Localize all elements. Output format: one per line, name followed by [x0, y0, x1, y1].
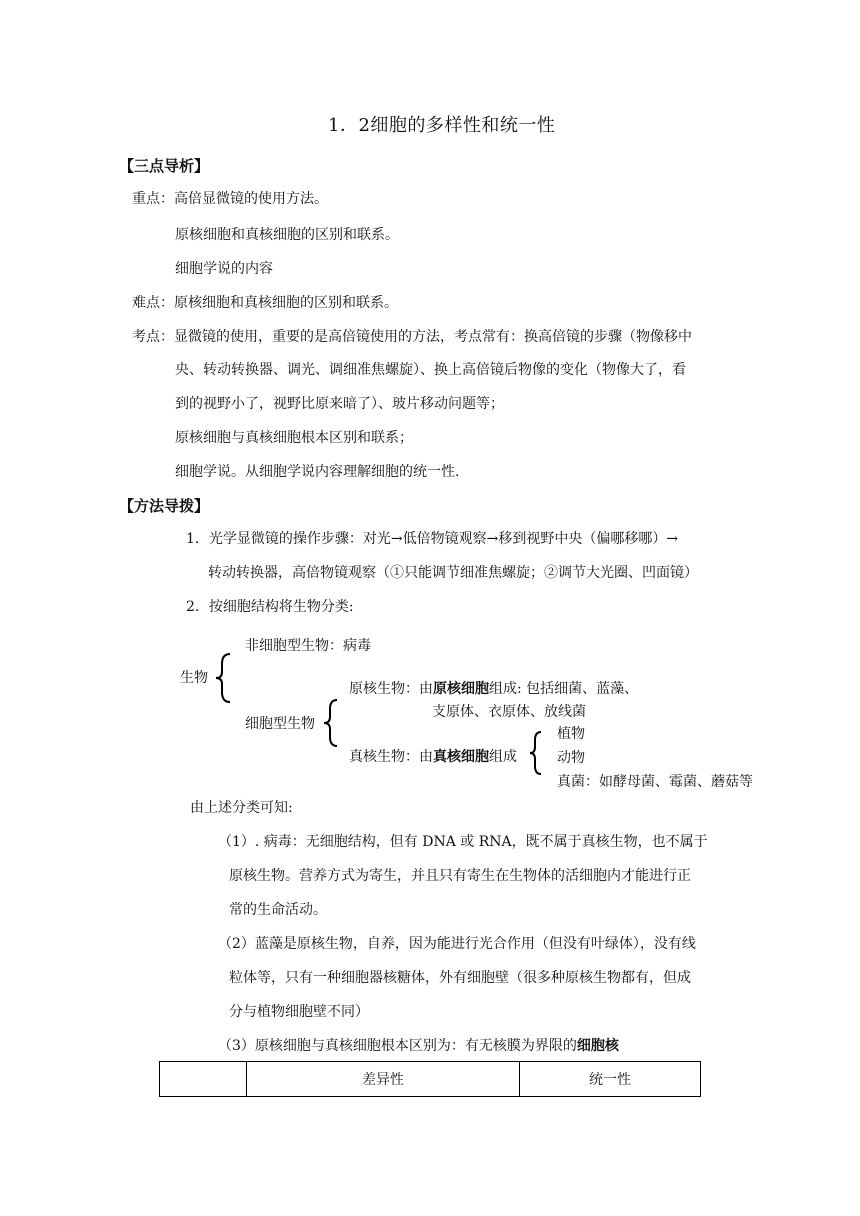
table-row: [160, 1062, 701, 1097]
tree-root: 生物: [180, 670, 208, 686]
text-line: 2．按细胞结构将生物分类:: [186, 599, 354, 615]
text-line: 原核细胞和真核细胞的区别和联系。: [175, 227, 399, 243]
text-line: 粒体等，只有一种细胞器核糖体，外有细胞壁（很多种原核生物都有，但成: [229, 970, 691, 986]
text-line: 原核生物。营养方式为寄生，并且只有寄生在生物体的活细胞内才能进行正: [229, 868, 691, 884]
tree-prokaryote-cont: 支原体、衣原体、放线菌: [432, 704, 586, 720]
tree-fungi: 真菌：如酵母菌、霉菌、蘑菇等: [557, 774, 753, 790]
brace-icon: [214, 652, 234, 704]
section-heading-method: 【方法导拨】: [119, 497, 210, 515]
text-line: 央、转动转换器、调光、调细准焦螺旋）、换上高倍镜后物像的变化（物像大了，看: [175, 362, 686, 378]
text-line: 难点：原核细胞和真核细胞的区别和联系。: [132, 295, 398, 311]
page-title: 1．2细胞的多样性和统一性: [328, 115, 556, 136]
tree-eukaryote: 真核生物：由真核细胞组成: [349, 749, 517, 765]
text-line: 原核细胞与真核细胞根本区别和联系；: [175, 430, 413, 446]
brace-icon: [322, 698, 340, 748]
brace-icon: [528, 730, 544, 776]
tree-acellular: 非细胞型生物：病毒: [245, 638, 371, 654]
tree-plant: 植物: [557, 726, 585, 742]
text-line: 由上述分类可知:: [190, 800, 293, 816]
tree-cellular: 细胞型生物: [245, 716, 315, 732]
text-line: 考点：显微镜的使用，重要的是高倍镜使用的方法，考点常有：换高倍镜的步骤（物像移中: [132, 329, 692, 345]
text-line: （3）原核细胞与真核细胞根本区别为：有无核膜为界限的细胞核: [218, 1038, 619, 1054]
text-line: 常的生命活动。: [229, 902, 327, 918]
tree-prokaryote: 原核生物：由原核细胞组成: 包括细菌、蓝藻、: [349, 681, 639, 697]
text-line: （1）. 病毒：无细胞结构，但有 DNA 或 RNA，既不属于真核生物，也不属于: [218, 834, 708, 850]
section-heading-analysis: 【三点导析】: [119, 157, 210, 175]
text-line: 到的视野小了，视野比原来暗了）、玻片移动问题等；: [175, 396, 504, 412]
text-line: 细胞学说。从细胞学说内容理解细胞的统一性.: [175, 464, 460, 480]
text-line: 重点：高倍显微镜的使用方法。: [132, 191, 328, 207]
tree-animal: 动物: [557, 750, 585, 766]
table-header-cell: [160, 1062, 247, 1097]
text-line: 转动转换器，高倍物镜观察（①只能调节细准焦螺旋；②调节大光圈、凹面镜）: [208, 565, 698, 581]
table-header-cell: 差异性: [247, 1062, 520, 1097]
comparison-table: [159, 1061, 701, 1097]
text-line: 分与植物细胞壁不同）: [229, 1004, 369, 1020]
text-line: 1．光学显微镜的操作步骤：对光→低倍物镜观察→移到视野中央（偏哪移哪）→: [186, 531, 679, 547]
text-line: （2）蓝藻是原核生物，自养，因为能进行光合作用（但没有叶绿体），没有线: [218, 936, 696, 952]
text-line: 细胞学说的内容: [175, 261, 273, 277]
table-header-cell: 统一性: [520, 1062, 701, 1097]
